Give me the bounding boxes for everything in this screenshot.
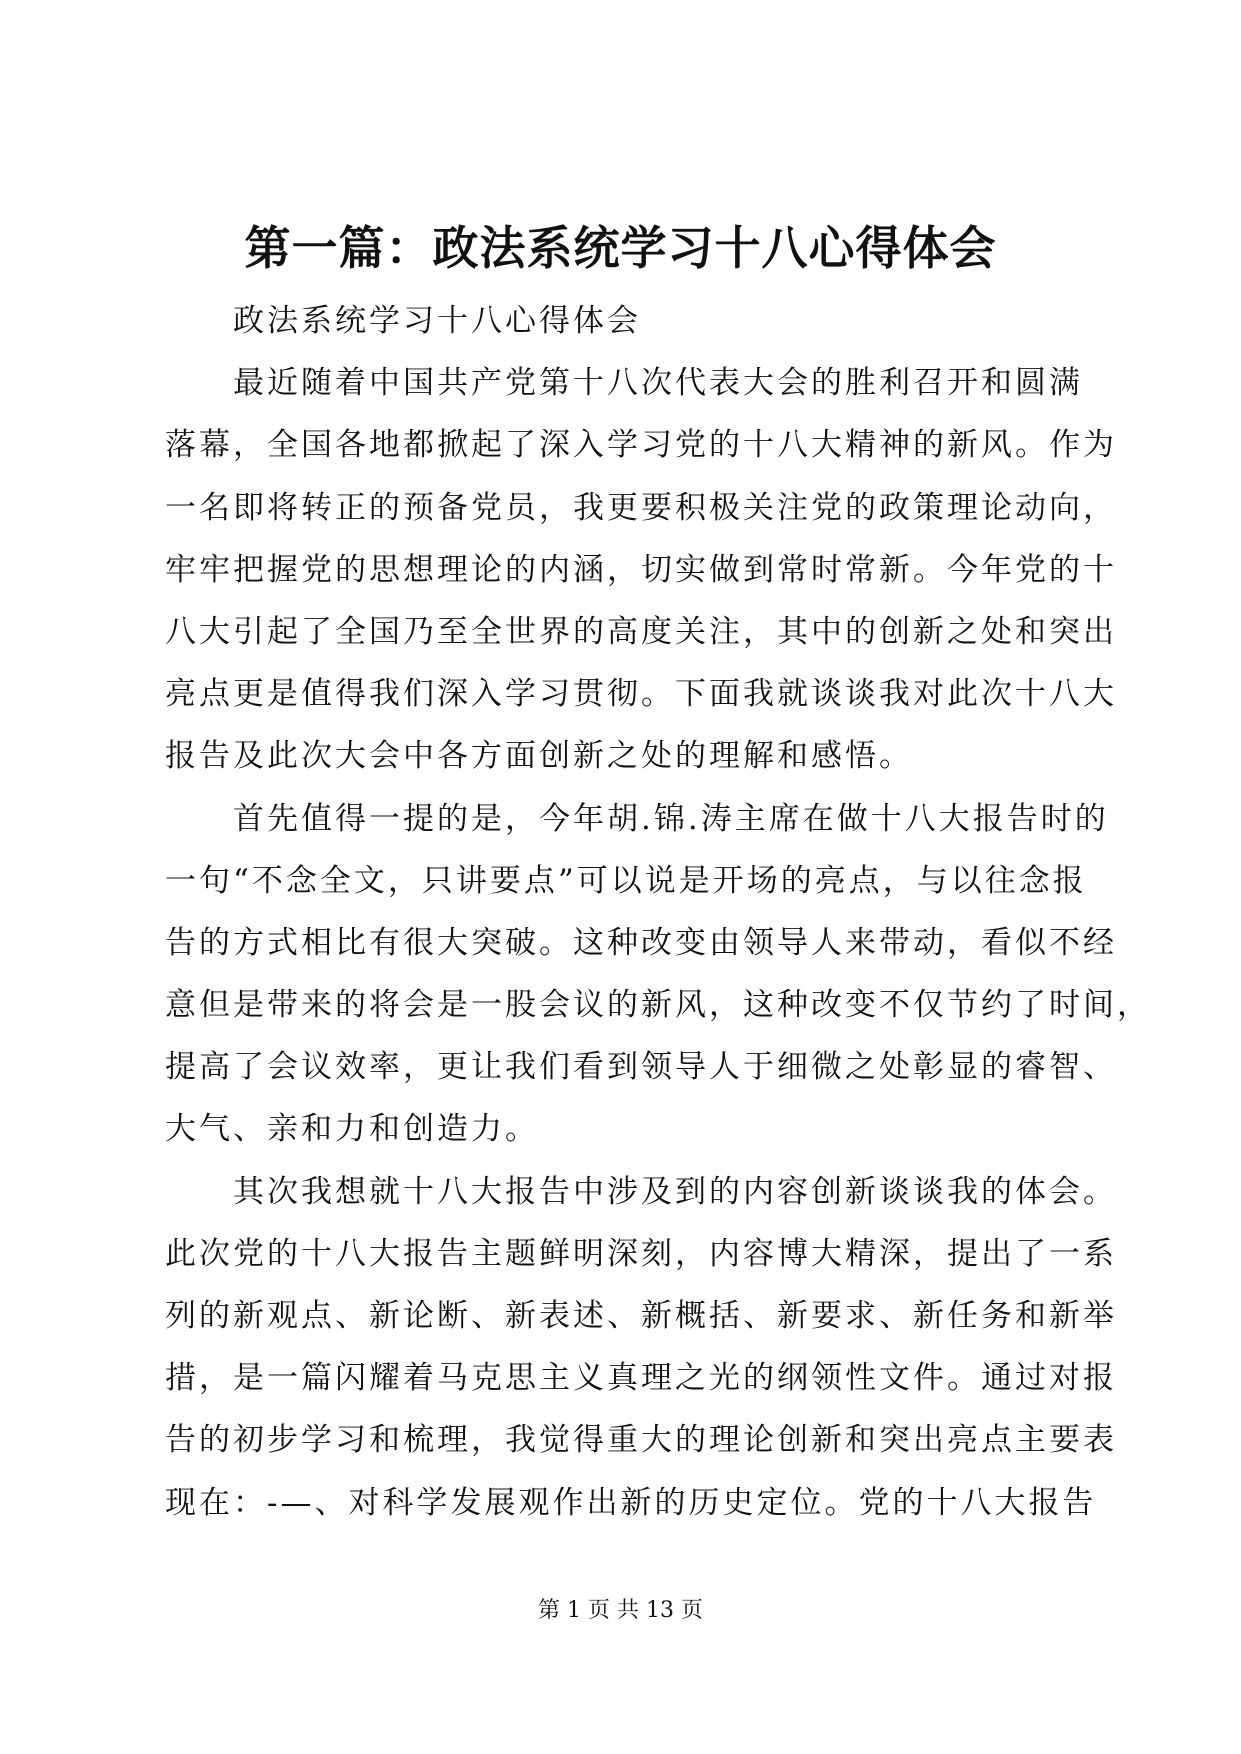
body-line: 首先值得一提的是，今年胡.锦.涛主席在做十八大报告时的 (233, 800, 1109, 837)
body-line: 一句“不念全文，只讲要点”可以说是开场的亮点，与以往念报 (165, 862, 1087, 899)
body-line: 告的方式相比有很大突破。这种改变由领导人来带动，看似不经 (165, 924, 1117, 961)
document-title: 第一篇：政法系统学习十八心得体会 (244, 221, 997, 275)
body-line: 提高了会议效率，更让我们看到领导人于细微之处彰显的睿智、 (165, 1049, 1117, 1086)
body-line: 亮点更是值得我们深入学习贯彻。下面我就谈谈我对此次十八大 (165, 676, 1117, 713)
page-footer: 第 1 页 共 13 页 (538, 1598, 703, 1623)
body-line: 政法系统学习十八心得体会 (233, 303, 641, 339)
document-body (165, 290, 1151, 1534)
body-line: 告的初步学习和梳理，我觉得重大的理论创新和突出亮点主要表 (165, 1422, 1117, 1459)
body-line: 八大引起了全国乃至全世界的高度关注，其中的创新之处和突出 (165, 613, 1117, 650)
body-line: 此次党的十八大报告主题鲜明深刻，内容博大精深，提出了一系 (165, 1235, 1117, 1272)
body-line: 牢牢把握党的思想理论的内涵，切实做到常时常新。今年党的十 (165, 551, 1117, 588)
body-line: 一名即将转正的预备党员，我更要积极关注党的政策理论动向， (165, 489, 1117, 526)
body-line: 最近随着中国共产党第十八次代表大会的胜利召开和圆满 (233, 365, 1083, 402)
body-line: 大气、亲和力和创造力。 (165, 1111, 539, 1148)
body-line: 现在：-—、对科学发展观作出新的历史定位。党的十八大报告 (165, 1484, 1097, 1521)
body-line: 意但是带来的将会是一股会议的新风，这种改变不仅节约了时间， (165, 987, 1151, 1024)
body-line: 落幕，全国各地都掀起了深入学习党的十八大精神的新风。作为 (165, 427, 1117, 464)
body-line: 列的新观点、新论断、新表述、新概括、新要求、新任务和新举 (165, 1298, 1117, 1334)
body-line: 措，是一篇闪耀着马克思主义真理之光的纲领性文件。通过对报 (165, 1360, 1117, 1397)
body-line: 其次我想就十八大报告中涉及到的内容创新谈谈我的体会。 (233, 1173, 1117, 1210)
body-line: 报告及此次大会中各方面创新之处的理解和感悟。 (165, 738, 913, 775)
